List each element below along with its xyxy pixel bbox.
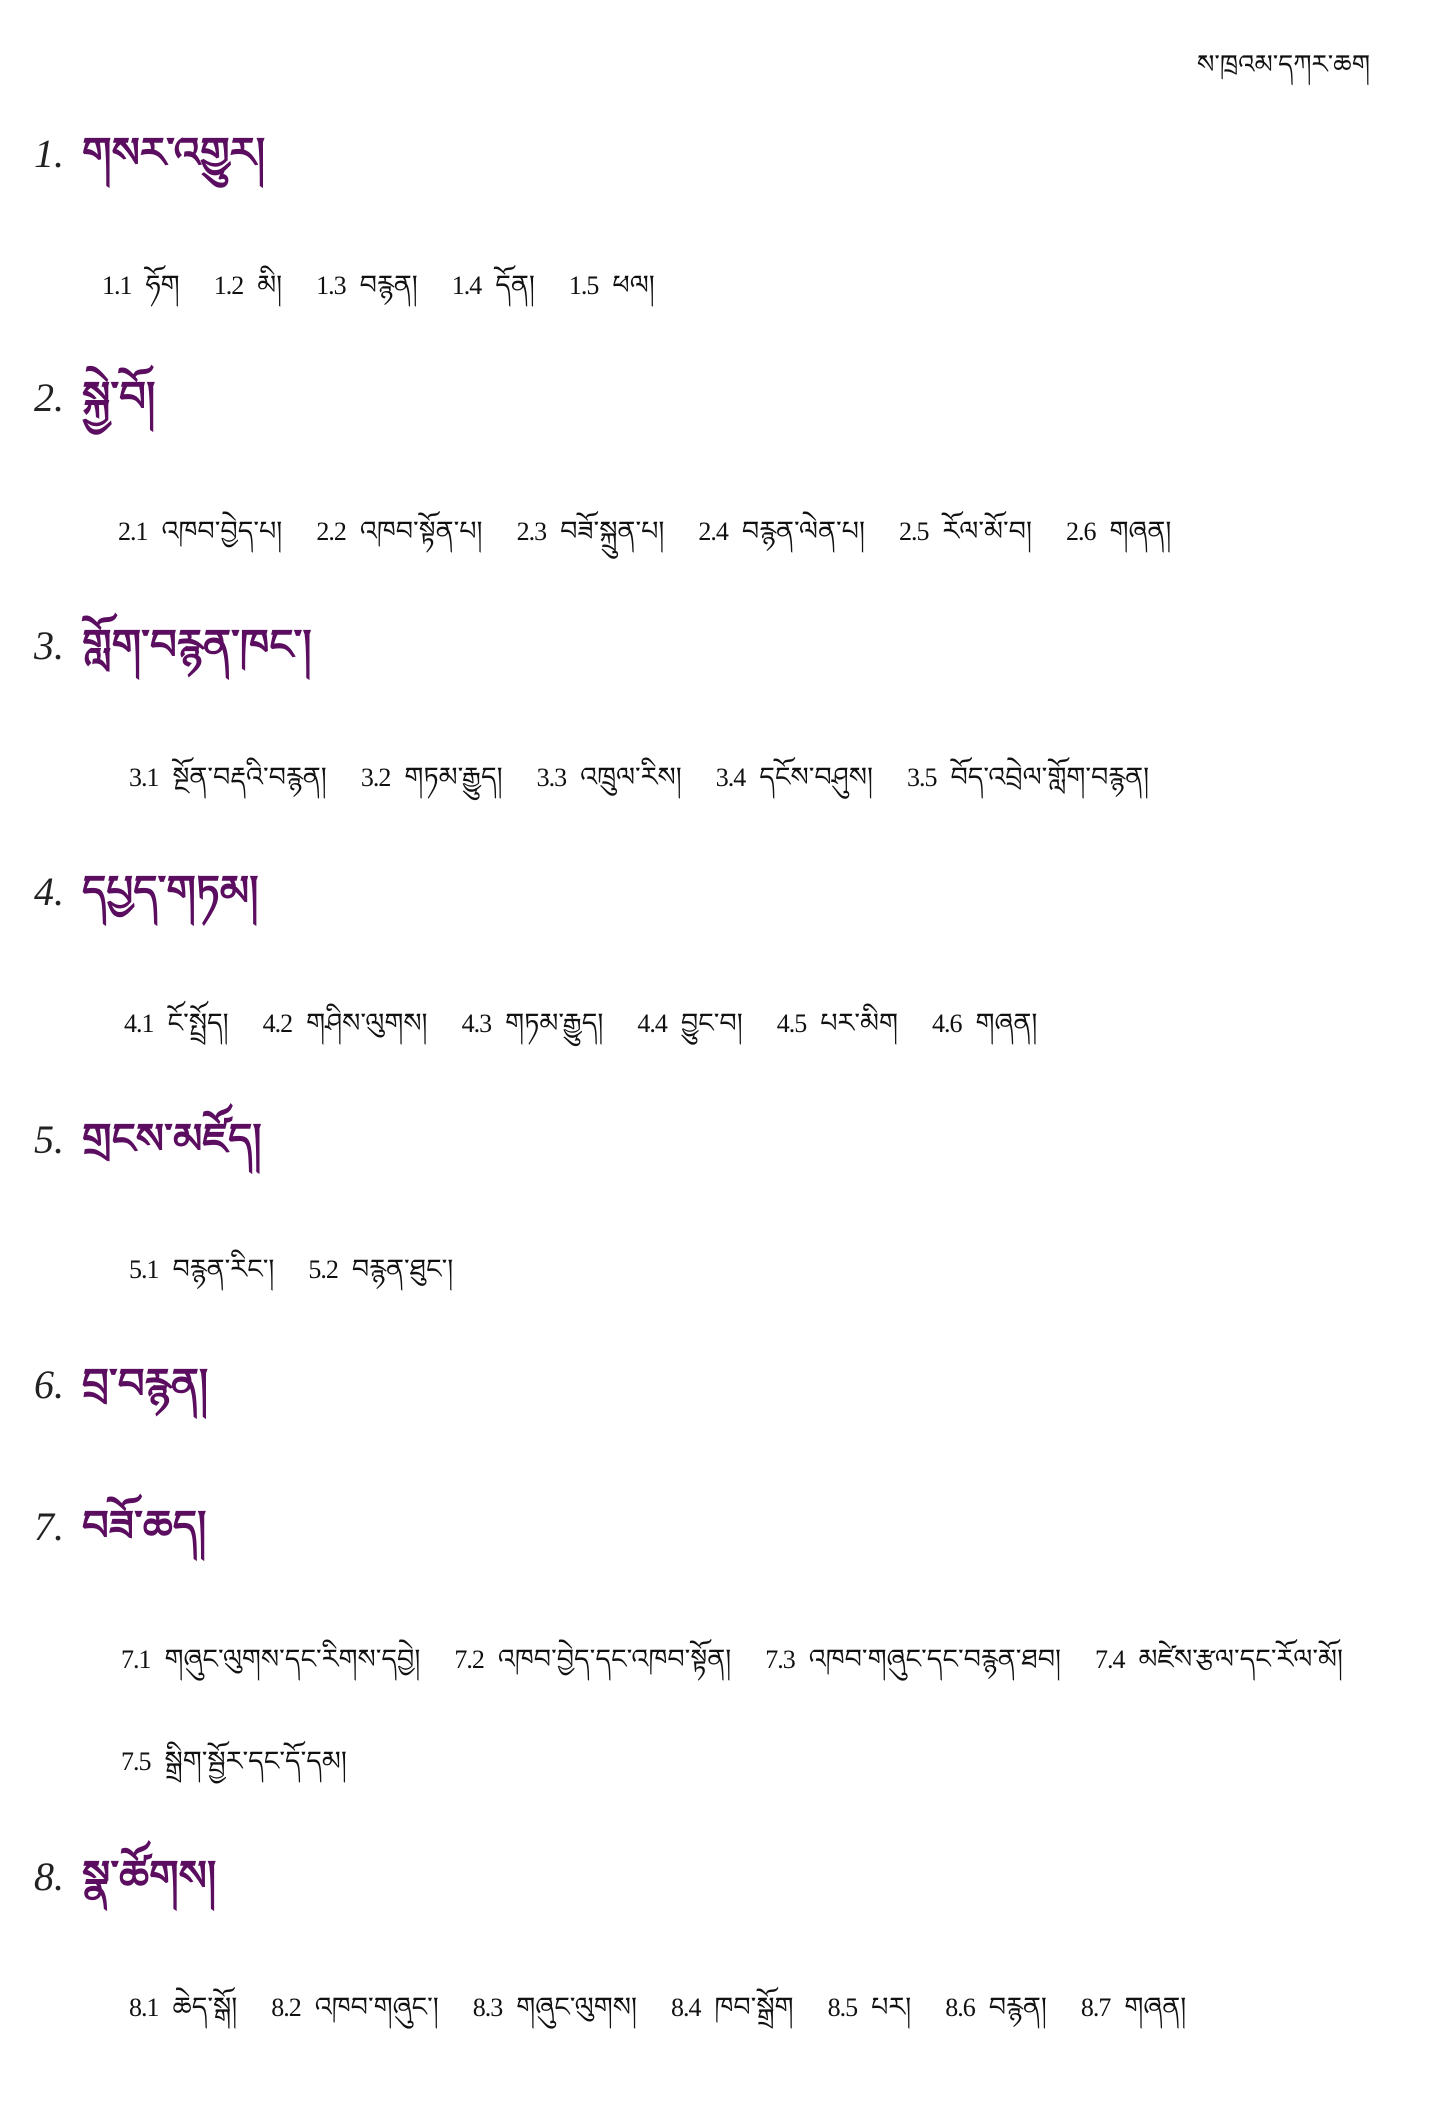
subsection-number: 1.5 (568, 271, 599, 300)
subsection-link[interactable] (1095, 1642, 1343, 1677)
subsection-link[interactable] (316, 514, 482, 549)
subsection-number: 4.4 (637, 1009, 667, 1038)
subsection-row (129, 1990, 1186, 2025)
section-number: 5. (34, 1117, 64, 1162)
subsection-number: 5.1 (129, 1255, 159, 1284)
subsection-link[interactable] (569, 268, 655, 303)
subsection-row (118, 514, 1171, 549)
subsection-link[interactable] (124, 1006, 229, 1041)
subsection-label: འཁབ་གཞུང་། (314, 1992, 439, 2023)
subsection-link[interactable] (271, 1990, 439, 2025)
subsection-number: 2.1 (118, 517, 148, 546)
subsection-number: 2.6 (1065, 517, 1096, 546)
subsection-label: བརྙན་རིང་། (172, 1254, 275, 1285)
subsection-link[interactable] (263, 1006, 428, 1041)
section-number: 3. (34, 623, 64, 668)
subsection-label: དོན། (495, 270, 535, 301)
subsection-label: འཁབ་སྟོན་པ། (359, 516, 483, 547)
subsection-link[interactable] (671, 1990, 794, 2025)
section-title: སྐྱེ་བོ། (82, 372, 156, 421)
subsection-label: སྒྲིག་སྦྱོར་དང་དོ་དམ། (164, 1746, 347, 1777)
subsection-label: འཁབ་བྱེད་དང་འཁབ་སྟོན། (497, 1644, 732, 1675)
subsection-number: 4.5 (776, 1009, 807, 1038)
subsection-link[interactable] (899, 514, 1032, 549)
section-number: 4. (34, 869, 64, 914)
subsection-link[interactable] (945, 1990, 1047, 2025)
section-heading[interactable] (34, 1114, 262, 1164)
subsection-label: ཁབ་སྒྲོག (714, 1992, 794, 2023)
section-heading[interactable] (34, 1501, 206, 1551)
subsection-label: ཕལ། (612, 270, 655, 301)
subsection-label: བརྙན། (359, 270, 418, 301)
subsection-link[interactable] (1066, 514, 1171, 549)
section-number: 7. (34, 1504, 64, 1549)
subsection-number: 3.1 (129, 763, 159, 792)
subsection-label: མི། (257, 270, 283, 301)
subsection-label: སྔོན་བརྡའི་བརྙན། (172, 762, 327, 793)
subsection-label: གཤིས་ལུགས། (306, 1008, 428, 1039)
subsection-link[interactable] (452, 268, 535, 303)
subsection-number: 5.2 (308, 1255, 338, 1284)
subsection-number: 8.5 (827, 1993, 858, 2022)
subsection-link[interactable] (473, 1990, 637, 2025)
subsection-number: 7.5 (121, 1747, 151, 1776)
section-title: གློག་བརྙན་ཁང་། (82, 620, 312, 669)
section-number: 1. (34, 131, 64, 176)
subsection-link[interactable] (462, 1006, 604, 1041)
subsection-label: གཞན། (975, 1008, 1038, 1039)
section-heading[interactable] (34, 866, 259, 916)
subsection-row (121, 1642, 1343, 1677)
subsection-label: འཁྲུལ་རིས། (580, 762, 682, 793)
subsection-link[interactable] (121, 1744, 347, 1779)
subsection-link[interactable] (118, 514, 282, 549)
subsection-number: 4.2 (262, 1009, 293, 1038)
subsection-number: 2.3 (516, 517, 547, 546)
subsection-number: 3.2 (360, 763, 391, 792)
subsection-label: གཏམ་རྒྱུད། (505, 1008, 604, 1039)
subsection-link[interactable] (517, 514, 665, 549)
section-heading[interactable] (34, 620, 312, 670)
subsection-label: དངོས་བཤུས། (759, 762, 873, 793)
subsection-number: 7.2 (454, 1645, 484, 1674)
subsection-link[interactable] (129, 1990, 237, 2025)
subsection-row (102, 268, 655, 303)
section-heading[interactable] (34, 1359, 208, 1409)
subsection-row (129, 760, 1149, 795)
section-number: 6. (34, 1362, 64, 1407)
subsection-link[interactable] (698, 514, 865, 549)
subsection-link[interactable] (308, 1252, 453, 1287)
subsection-label: བརྙན། (988, 1992, 1047, 2023)
subsection-row (129, 1252, 453, 1287)
subsection-link[interactable] (828, 1990, 912, 2025)
subsection-number: 8.6 (945, 1993, 975, 2022)
document-title: ས་ཁྲའམ་དཀར་ཆག (1196, 50, 1370, 80)
subsection-label: བརྙན་ཐུང་། (351, 1254, 454, 1285)
subsection-link[interactable] (102, 268, 180, 303)
section-heading[interactable] (34, 372, 155, 422)
subsection-row (121, 1744, 347, 1779)
subsection-number: 1.1 (102, 271, 132, 300)
subsection-label: གཞུང་ལུགས། (516, 1992, 637, 2023)
subsection-link[interactable] (361, 760, 503, 795)
subsection-label: གཞན། (1109, 516, 1172, 547)
subsection-link[interactable] (1081, 1990, 1186, 2025)
subsection-label: བྱུང་བ། (680, 1008, 743, 1039)
subsection-number: 2.2 (316, 517, 346, 546)
section-number: 2. (34, 375, 64, 420)
subsection-label: མཛེས་རྩལ་དང་རོལ་མོ། (1138, 1644, 1343, 1675)
subsection-link[interactable] (907, 760, 1149, 795)
subsection-label: བརྙན་ལེན་པ། (741, 516, 865, 547)
subsection-number: 1.2 (213, 271, 244, 300)
subsection-label: རོལ་མོ་བ། (942, 516, 1032, 547)
subsection-number: 1.3 (316, 271, 346, 300)
subsection-label: འཁབ་གཞུང་དང་བརྙན་ཐབ། (808, 1644, 1062, 1675)
subsection-label: བོད་འབྲེལ་གློག་བརྙན། (950, 762, 1150, 793)
subsection-number: 8.4 (670, 1993, 701, 2022)
subsection-link[interactable] (716, 760, 873, 795)
subsection-number: 3.5 (906, 763, 937, 792)
section-title: གྲངས་མཛོད། (82, 1114, 262, 1163)
subsection-label: ངོ་སྤྲོད། (167, 1008, 229, 1039)
section-title: དཔྱད་གཏམ། (82, 866, 259, 915)
subsection-number: 4.1 (124, 1009, 154, 1038)
subsection-link[interactable] (637, 1006, 742, 1041)
subsection-link[interactable] (777, 1006, 898, 1041)
subsection-label: འཁབ་བྱེད་པ། (161, 516, 283, 547)
subsection-link[interactable] (121, 1642, 420, 1677)
subsection-link[interactable] (129, 760, 327, 795)
subsection-link[interactable] (454, 1642, 731, 1677)
subsection-link[interactable] (214, 268, 282, 303)
subsection-number: 2.5 (898, 517, 929, 546)
subsection-number: 7.1 (121, 1645, 151, 1674)
subsection-label: གཞུང་ལུགས་དང་རིགས་དབྱེ། (164, 1644, 421, 1675)
subsection-number: 3.4 (715, 763, 746, 792)
subsection-number: 4.3 (461, 1009, 492, 1038)
subsection-link[interactable] (129, 1252, 274, 1287)
subsection-link[interactable] (932, 1006, 1037, 1041)
subsection-label: ཧོག (145, 270, 180, 301)
section-heading[interactable] (34, 1851, 216, 1901)
section-title: གསར་འགྱུར། (82, 128, 266, 177)
section-title: བཟོ་ཆད། (82, 1501, 207, 1550)
subsection-number: 2.4 (698, 517, 728, 546)
section-number: 8. (34, 1854, 64, 1899)
subsection-row (124, 1006, 1037, 1041)
subsection-number: 7.3 (765, 1645, 795, 1674)
section-title: སྣ་ཚོགས། (82, 1851, 217, 1900)
subsection-number: 8.1 (129, 1993, 159, 2022)
subsection-link[interactable] (316, 268, 418, 303)
subsection-number: 3.3 (536, 763, 567, 792)
subsection-link[interactable] (537, 760, 682, 795)
subsection-number: 1.4 (451, 271, 482, 300)
subsection-number: 8.7 (1080, 1993, 1111, 2022)
section-title: བྲ་བརྙན། (82, 1359, 209, 1408)
subsection-label: པར། (871, 1992, 912, 2023)
subsection-number: 4.6 (931, 1009, 962, 1038)
subsection-label: ཆེད་སྒོ། (172, 1992, 238, 2023)
subsection-label: གཞན། (1124, 1992, 1187, 2023)
subsection-link[interactable] (765, 1642, 1061, 1677)
subsection-label: པར་མིག (820, 1008, 898, 1039)
subsection-label: གཏམ་རྒྱུད། (404, 762, 503, 793)
subsection-number: 7.4 (1095, 1645, 1125, 1674)
subsection-number: 8.2 (271, 1993, 301, 2022)
subsection-number: 8.3 (472, 1993, 503, 2022)
subsection-label: བཟོ་སྐྲུན་པ། (560, 516, 665, 547)
section-heading[interactable] (34, 128, 265, 178)
